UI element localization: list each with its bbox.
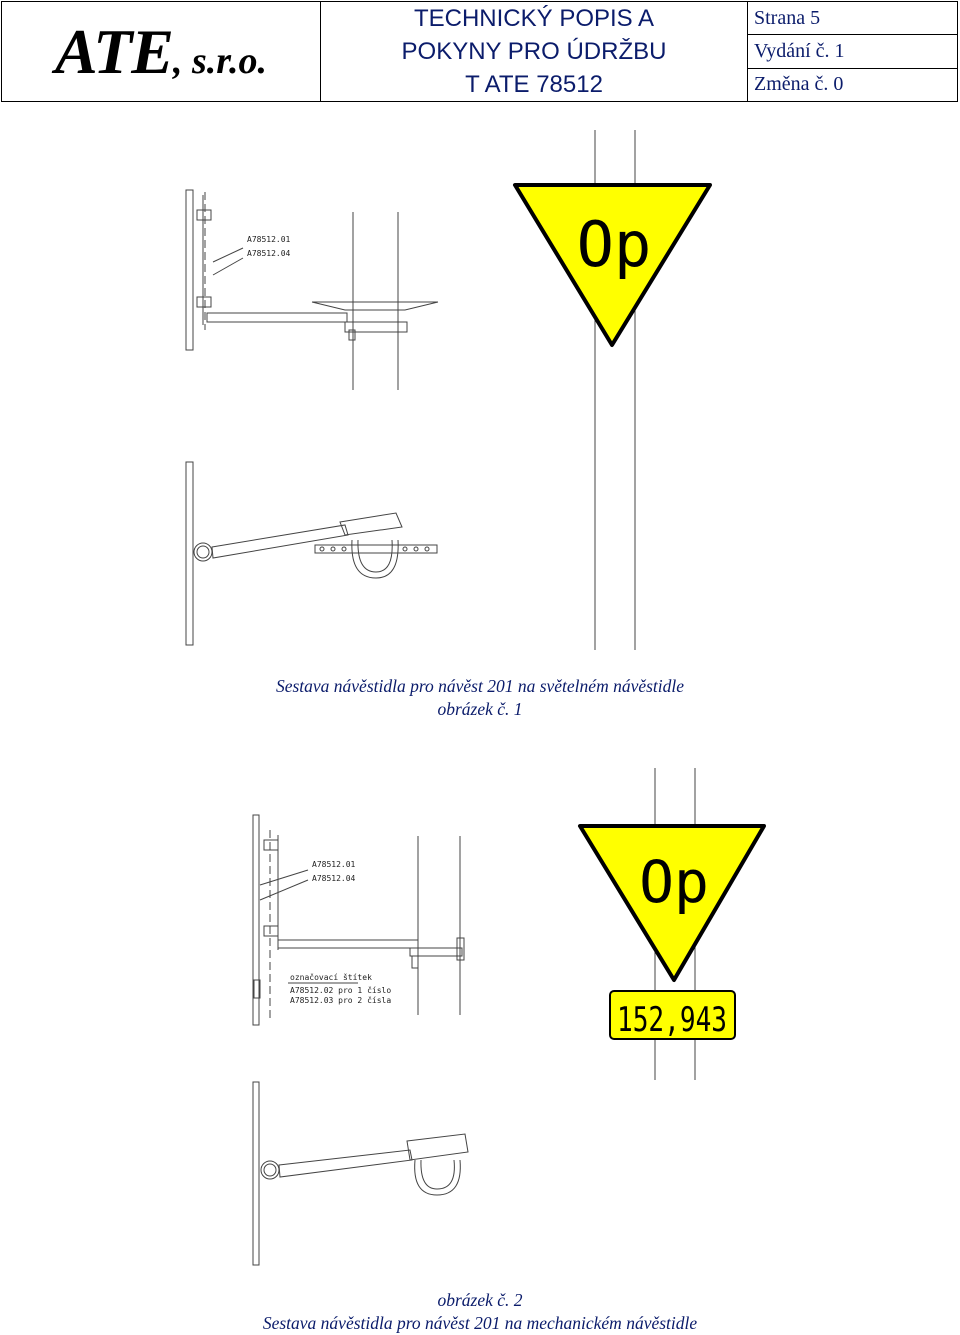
company-suffix: , s.r.o. (172, 39, 267, 82)
title-line-3: T ATE 78512 (465, 71, 603, 98)
figure2-triangle-sign (580, 826, 764, 980)
fig1-sign-text: Op (576, 208, 652, 281)
fig1-part-label-1: A78512.01 (247, 235, 291, 244)
fig2-number-plate-text: 152,943 (617, 1000, 727, 1040)
company-name: ATE (55, 15, 173, 87)
fig1-part-label-2: A78512.04 (247, 249, 291, 258)
fig2-part-label-1: A78512.01 (312, 860, 356, 869)
figure1-caption-line1: Sestava návěstidla pro návěst 201 na světelném návěstidle (275, 676, 685, 696)
change-number: Změna č. 0 (748, 68, 957, 101)
figure1-side-view (186, 190, 438, 390)
page-number: Strana 5 (754, 6, 821, 29)
title-line-1: TECHNICKÝ POPIS A (413, 5, 655, 32)
fig2-plate-part-1: A78512.02 pro 1 číslo (290, 986, 392, 995)
figure2-caption-line1: obrázek č. 2 (437, 1290, 523, 1310)
fig2-plate-part-2: A78512.03 pro 2 čísla (290, 996, 392, 1005)
figure1-top-view (186, 462, 437, 645)
figure2-caption-line2: Sestava návěstidla pro návěst 201 na mechanickém návěstidle (262, 1313, 698, 1333)
figure2-top-view (253, 1082, 468, 1265)
fig2-part-label-2: A78512.04 (312, 874, 356, 883)
fig2-plate-label: označovací štítek (290, 973, 372, 982)
fig2-sign-text: Op (639, 848, 709, 916)
title-line-2: POKYNY PRO ÚDRŽBU (401, 38, 667, 65)
figure1-triangle-sign (515, 185, 710, 345)
figure1-caption-line2: obrázek č. 1 (437, 699, 523, 719)
figure2-number-plate (610, 991, 735, 1040)
edition-number: Vydání č. 1 (748, 34, 957, 67)
